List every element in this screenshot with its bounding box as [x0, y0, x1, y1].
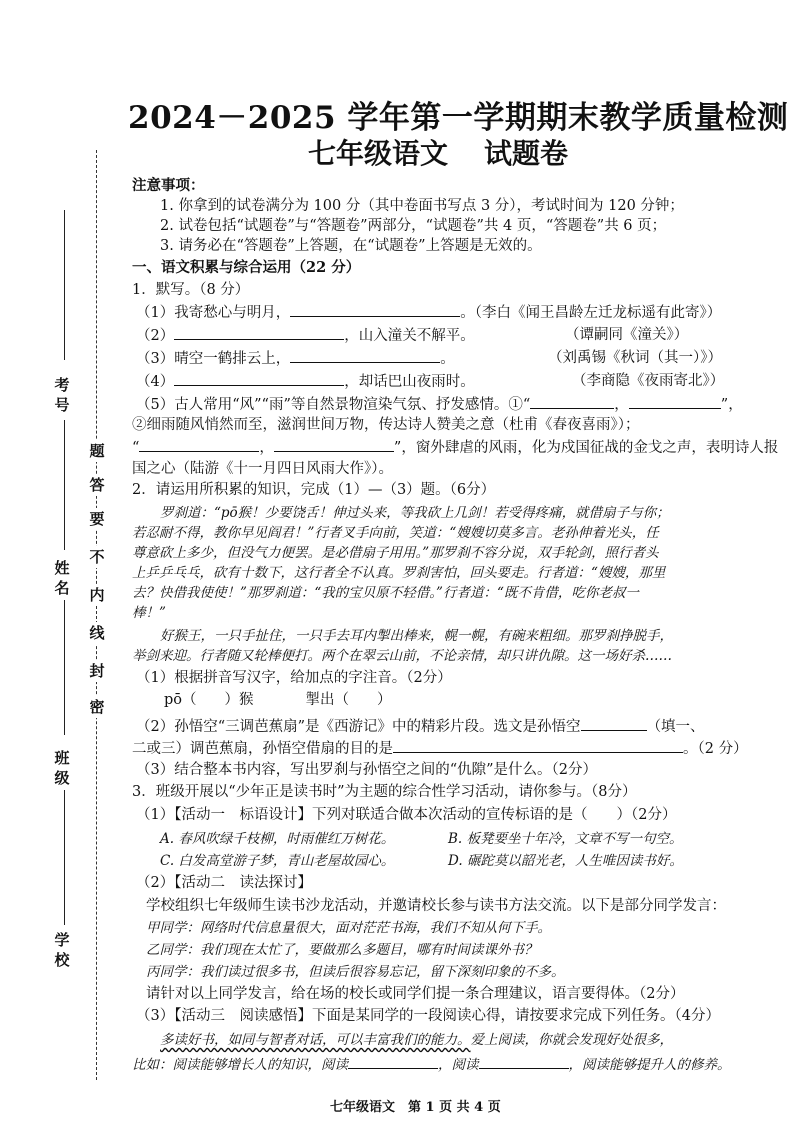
question-title: 2．请运用所积累的知识，完成（1）—（3）题。（6分） — [132, 482, 496, 498]
notice-item: 2. 试卷包括“试题卷”与“答题卷”两部分，“试题卷”共 4 页，“答题卷”共 6 页； — [160, 218, 667, 234]
dictation-line: （3）晴空一鹤排云上， 。 — [136, 348, 455, 369]
page-footer: 七年级语文 第 1 页 共 4 页 — [330, 1100, 501, 1115]
activity-2-requirement: 请针对以上同学发言，给在场的校长或同学们提一条合理建议，语言要得体。（2分） — [146, 986, 685, 1002]
activity-1: （1）【活动一 标语设计】下列对联适合做本次活动的宣传标语的是（ ）（2分） — [136, 807, 677, 823]
passage-line: 棒！” — [132, 605, 166, 621]
passage-line: 去？快借我使使！”那罗刹道：“我的宝贝原不轻借。”行者道：“既不肯借，吃你老叔一 — [132, 585, 639, 601]
passage-line: 尊意砍上多少，但没气力便罢。是必借扇子用用。”那罗刹不容分说，双手轮剑，照行者头 — [132, 545, 659, 561]
source-ref: （李商隐《夜雨寄北》） — [572, 373, 725, 389]
dictation-line: （4） ，却话巴山夜雨时。 — [136, 371, 475, 392]
option-b: B. 板凳要坐十年冷，文章不写一句空。 — [448, 831, 683, 847]
exam-number-label: 考号 — [54, 376, 70, 414]
answer-blank — [139, 437, 259, 452]
seal-char: 要 — [86, 508, 108, 530]
answer-blank — [530, 394, 614, 409]
notice-heading: 注意事项： — [132, 177, 205, 194]
seal-char: 密 — [86, 696, 108, 718]
sub-question: （1）根据拼音写汉字，给加点的字注音。（2分） — [136, 670, 452, 686]
subtitle-right: 试题卷 — [484, 137, 569, 170]
school-label: 学校 — [54, 931, 70, 969]
answer-blank — [348, 1054, 438, 1069]
seal-dashed-line — [96, 150, 97, 1080]
section-heading: 一、语文积累与综合运用（22 分） — [132, 259, 361, 276]
dictation-line: （5）古人常用“风”“雨”等自然景物渲染气氛、抒发感情。①“ ， ”， — [136, 394, 743, 415]
sub-question: （3）结合整本书内容，写出罗刹与孙悟空之间的“仇隙”是什么。（2分） — [136, 762, 598, 778]
answer-blank — [274, 437, 394, 452]
source-ref: （刘禹锡《秋词（其一）》） — [548, 350, 722, 366]
passage-line: 举剑来迎。行者随又轮棒便打。两个在翠云山前，不论亲情，却只讲仇隙。这一场好杀…… — [132, 648, 672, 664]
page-subtitle — [128, 132, 748, 172]
seal-char: 内 — [86, 584, 108, 606]
option-a: A. 春风吹绿千枝柳，时雨催红万树花。 — [160, 831, 395, 847]
dictation-line: 国之心（陆游《十一月四日风雨大作》）。 — [132, 461, 393, 477]
dictation-line: “ ， ”，窗外肆虐的风雨，化为戍国征战的金戈之声，表明诗人报 — [132, 437, 778, 458]
reading-reflection-line2: 比如：阅读能够增长人的知识，阅读 ，阅读 ，阅读能够提升人的修养。 — [132, 1054, 731, 1075]
dictation-line: ②细雨随风悄然而至，滋润世间万物，传达诗人赞美之意（杜甫《春夜喜雨》）； — [132, 417, 640, 433]
activity-2-text: 学校组织七年级师生读书沙龙活动，并邀请校长参与读书方法交流。以下是部分同学发言： — [146, 898, 726, 914]
class-label: 班级 — [54, 749, 70, 787]
sub-question: （2）孙悟空“三调芭蕉扇”是《西游记》中的精彩片段。选文是孙悟空 （填一、 — [136, 716, 705, 737]
seal-char: 封 — [86, 660, 108, 682]
speaker-yi: 乙同学：我们现在太忙了，要做那么多题目，哪有时间读课外书？ — [146, 942, 538, 958]
seal-char: 不 — [86, 546, 108, 568]
option-d: D. 碾跎莫以韶光老，人生唯因读书好。 — [448, 853, 683, 869]
exam-number-line — [64, 210, 65, 360]
name-label: 姓名 — [54, 559, 70, 597]
dictation-line: （1）我寄愁心与明月， 。（李白《闻王昌龄左迁龙标遥有此寄》） — [136, 302, 721, 323]
page-title: 2024－2025 学年第一学期期末教学质量检测 — [128, 100, 789, 136]
seal-char: 线 — [86, 622, 108, 644]
answer-blank — [393, 738, 683, 753]
answer-blank — [479, 1054, 569, 1069]
question-title: 3．班级开展以“少年正是读书时”为主题的综合性学习活动，请你参与。（8分） — [132, 784, 637, 800]
notice-item: 1. 你拿到的试卷满分为 100 分（其中卷面书写点 3 分），考试时间为 120 分钟； — [160, 198, 684, 214]
name-line — [64, 420, 65, 550]
dictation-line: （2） ，山入潼关不解平。 — [136, 325, 475, 346]
school-line — [64, 790, 65, 925]
notice-item: 3. 请务必在“答题卷”上答题，在“试题卷”上答题是无效的。 — [160, 238, 542, 254]
seal-char: 题 — [86, 440, 108, 462]
passage-line: 好猴王，一只手扯住，一只手去耳内掣出棒来，幌一幌，有碗来粗细。那罗刹挣脱手， — [160, 628, 673, 644]
activity-3: （3）【活动三 阅读感悟】下面是某同学的一段阅读心得，请按要求完成下列任务。（4分） — [136, 1008, 720, 1024]
option-c: C. 白发高堂游子梦，青山老屋故园心。 — [160, 853, 395, 869]
answer-blank — [290, 348, 440, 363]
seal-char: 答 — [86, 474, 108, 496]
answer-blank — [581, 716, 647, 731]
answer-blank — [290, 302, 460, 317]
pinyin-blanks: pō（ ）猴 掣出（ ） — [164, 692, 392, 708]
speaker-jia: 甲同学：网络时代信息量很大，面对茫茫书海，我们不知从何下手。 — [146, 920, 551, 936]
speaker-bing: 丙同学：我们读过很多书，但读后很容易忘记，留下深刻印象的不多。 — [146, 964, 565, 980]
answer-blank — [629, 394, 721, 409]
sub-question: 二或三）调芭蕉扇，孙悟空借扇的目的是 。（2 分） — [132, 738, 748, 759]
subtitle-left: 七年级语文 — [307, 137, 448, 170]
class-line — [64, 600, 65, 735]
question-title: 1．默写。（8 分） — [132, 282, 250, 298]
passage-line: 若忍耐不得，教你早见阎君！”行者叉手向前，笑道：“嫂嫂切莫多言。老孙伸着光头，任 — [132, 525, 659, 541]
answer-blank — [174, 325, 344, 340]
reading-reflection-line1: 多读好书，如同与智者对话，可以丰富我们的能力。爱上阅读，你就会发现好处很多， — [160, 1032, 673, 1048]
answer-blank — [174, 371, 344, 386]
source-ref: （谭嗣同《潼关》） — [565, 327, 689, 343]
passage-line: 罗刹道：“pō猴！少要饶舌！伸过头来，等我砍上几剑！若受得疼痛，就借扇子与你； — [160, 505, 670, 521]
activity-2: （2）【活动二 读法探讨】 — [136, 875, 312, 891]
passage-line: 上乒乒乓乓，砍有十数下，这行者全不认真。罗刹害怕，回头要走。行者道：“嫂嫂，那里 — [132, 565, 666, 581]
binding-margin — [0, 0, 124, 1122]
